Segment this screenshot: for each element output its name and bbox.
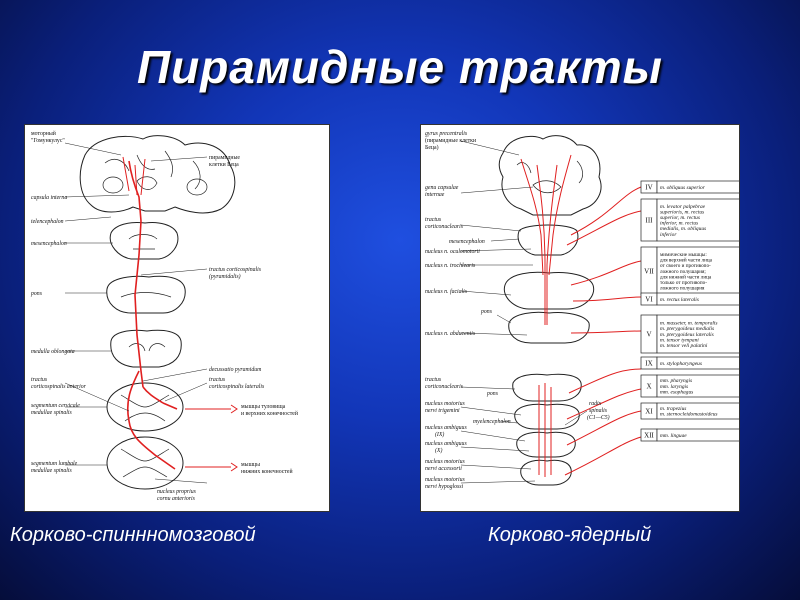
muscle-box-text-line: мимические мышцы:	[660, 252, 707, 258]
muscle-box-text-line: для нижней части лица	[660, 274, 712, 281]
muscle-box-iv	[641, 181, 739, 193]
cranial-nerve-numeral: XII	[644, 431, 654, 440]
cranial-nerve-numeral: XI	[645, 407, 653, 416]
label-nucleus-facialis: nucleus n. facialis	[425, 289, 468, 295]
muscle-box-text-line: superior, m. rectus	[660, 215, 700, 221]
label-trunk-limbs-2: и верхних конечностей	[241, 411, 298, 417]
label-mesencephalon: mesencephalon	[31, 241, 67, 247]
label-betz-cells-1: пирамидные	[209, 155, 240, 161]
cranial-nerve-numeral: VII	[644, 267, 654, 276]
label-tractus-cn-2: corticonuclearis	[425, 224, 463, 230]
label-motor-homunculus-1: моторный	[31, 131, 56, 137]
label-mesencephalon-right: mesencephalon	[449, 239, 485, 245]
muscle-box-iii	[641, 199, 739, 241]
label-pons-right: pons	[481, 309, 492, 315]
label-myelencephalon: myelencephalon	[473, 419, 511, 425]
label-tractus-anterior-1: tractus	[31, 377, 48, 383]
muscle-box-ix	[641, 357, 739, 369]
muscle-box-text-line: m. stylopharyngeus	[660, 360, 702, 367]
pons-section	[107, 276, 185, 313]
cranial-nerve-numeral: V	[646, 330, 652, 339]
label-radix-1: radix	[589, 401, 602, 407]
label-trunk-limbs-1: мышцы туловища	[241, 404, 286, 410]
label-nucleus-oculomotorii: nucleus n. oculomotorii	[425, 249, 480, 255]
label-capsula-interna: capsula interna	[31, 195, 68, 201]
muscle-box-text-line: m. pterygoideus medialis	[660, 326, 715, 333]
muscle-box-x	[641, 375, 739, 397]
label-tractus-lateralis-2: corticospinalis lateralis	[209, 384, 265, 390]
muscle-box-text-line: от своего и противопо-	[660, 263, 711, 270]
muscle-box-text-line: m. levator palpebrae	[660, 203, 706, 210]
corticospinal-diagram	[24, 124, 330, 512]
label-gyrus-3: Беца)	[425, 145, 439, 151]
label-pons2: pons	[487, 391, 498, 397]
muscle-boxes	[641, 181, 739, 441]
cranial-nerve-numeral: X	[646, 382, 652, 391]
label-nucleus-ambiguus-x-1: nucleus ambiguus	[425, 441, 467, 447]
pons-right-2	[509, 312, 589, 343]
muscle-box-xii	[641, 429, 739, 441]
cranial-nerve-numeral: IX	[645, 359, 653, 368]
muscle-box-text-line: m. obliquus superior	[660, 184, 705, 191]
label-segmentum-cervicale-2: medullae spinalis	[31, 410, 72, 416]
muscle-box-text-line: только от противопо-	[660, 280, 707, 286]
label-segmentum-lumbale-2: medullae spinalis	[31, 468, 72, 474]
muscle-box-text-line: ложного полушария	[660, 285, 705, 292]
label-tractus-corticospinalis-2: (pyramidalis)	[209, 274, 241, 280]
muscle-box-text-line: superioris, m. rectus	[660, 209, 705, 216]
label-decussatio: decussatio pyramidum	[209, 367, 262, 373]
muscle-box-text-line: mm. pharyngis	[660, 378, 693, 385]
cranial-nerve-numeral: IV	[645, 183, 653, 192]
label-tractus-anterior-2: corticospinalis anterior	[31, 384, 86, 390]
pons-right	[504, 272, 593, 309]
label-nucleus-proprius-1: nucleus proprius	[157, 489, 196, 495]
muscle-box-text-line: mm. linguae	[660, 432, 687, 439]
label-radix-3: (C1—C5)	[587, 415, 610, 421]
brain-section-right	[499, 136, 601, 215]
label-motor-homunculus-2: "Гомункулус"	[31, 138, 65, 144]
label-nucleus-trochlearis: nucleus n. trochlearis	[425, 263, 476, 269]
label-lower-limbs-1: мышцы	[241, 462, 261, 468]
muscle-box-v	[641, 315, 739, 353]
label-medulla-oblongata: medulla oblongata	[31, 349, 75, 355]
label-tractus-cn2-1: tractus	[425, 377, 442, 383]
muscle-box-text-line: m. sternocleidomastoideus	[660, 411, 718, 418]
cranial-nerve-numeral: III	[645, 216, 653, 225]
label-gyrus-1: gyrus precentralis	[425, 131, 468, 137]
muscle-box-text-line: mm. laryngis	[660, 383, 689, 390]
muscle-box-text-line: ложного полушария;	[660, 268, 706, 275]
label-nucleus-proprius-2: cornu anterioris	[157, 496, 195, 502]
label-radix-2: spinalis	[589, 408, 608, 414]
muscle-box-text-line: для верхней части лица	[660, 257, 712, 264]
label-tractus-cn-1: tractus	[425, 217, 442, 223]
label-nucleus-motorius-hyp-1: nucleus motorius	[425, 477, 465, 483]
corticonuclear-svg	[421, 125, 739, 511]
label-tractus-corticospinalis-1: tractus corticospinalis	[209, 267, 262, 273]
label-nucleus-ambiguus-x-2: (X)	[435, 448, 443, 454]
caption-corticonuclear: Корково-ядерный	[488, 524, 652, 546]
label-nucleus-motorius-acc-1: nucleus motorius	[425, 459, 465, 465]
label-nucleus-ambiguus-ix-1: nucleus ambiguus	[425, 425, 467, 431]
muscle-box-text-line: m. rectus lateralis	[660, 296, 699, 303]
label-nucleus-ambiguus-ix-2: (IX)	[435, 432, 445, 438]
cranial-nerve-numeral: VI	[645, 295, 653, 304]
label-tractus-lateralis-1: tractus	[209, 377, 226, 383]
caption-corticospinal: Корково-спиннномозговой	[10, 524, 256, 546]
muscle-box-text-line: medialis, m. obliquus	[660, 226, 707, 233]
muscle-box-text-line: inferior, m. rectus	[660, 220, 699, 227]
label-segmentum-lumbale-1: segmentum lumbale	[31, 461, 78, 467]
muscle-box-vi	[641, 293, 739, 305]
muscle-box-text-line: m. tensor tympani	[660, 337, 699, 344]
label-gyrus-2: (пирамидные клетки	[425, 138, 477, 144]
muscle-box-text-line: inferior	[660, 231, 677, 238]
corticospinal-svg	[25, 125, 329, 511]
muscle-box-text-line: m. masseter, m. temporalis	[660, 320, 718, 327]
muscle-box-text-line: m. trapezius	[660, 406, 687, 412]
muscle-box-text-line: mm. esophagus	[660, 389, 694, 396]
label-nucleus-motorius-acc-2: nervi accessorii	[425, 466, 462, 472]
label-genu-1: genu capsulae	[425, 185, 459, 191]
label-telencephalon: telencephalon	[31, 219, 64, 225]
lumbar-cord-section	[107, 437, 183, 489]
label-tractus-cn2-2: corticonuclearis	[425, 384, 463, 390]
medulla-section	[111, 330, 182, 367]
label-segmentum-cervicale-1: segmentum cervicale	[31, 403, 80, 409]
label-nucleus-motorius-hyp-2: nervi hypoglossi	[425, 484, 464, 490]
label-betz-cells-2: клетки Беца	[209, 162, 239, 168]
label-pons: pons	[31, 291, 42, 297]
label-lower-limbs-2: нижних конечностей	[241, 469, 293, 475]
label-nucleus-abducentis: nucleus n. abducentis	[425, 331, 476, 337]
muscle-box-text-line: m. tensor veli palatini	[660, 343, 708, 349]
label-genu-2: internae	[425, 192, 445, 198]
slide-title: Пирамидные тракты	[137, 41, 663, 93]
label-nucleus-motorius-trig-1: nucleus motorius	[425, 401, 465, 407]
muscle-box-text-line: m. pterygoideus lateralis	[660, 331, 714, 338]
brain-section	[80, 136, 235, 213]
muscle-box-xi	[641, 403, 739, 419]
muscle-box-vii	[641, 247, 739, 295]
label-nucleus-motorius-trig-2: nervi trigemini	[425, 408, 460, 414]
mesencephalon-section	[110, 222, 178, 259]
corticonuclear-diagram	[420, 124, 740, 512]
